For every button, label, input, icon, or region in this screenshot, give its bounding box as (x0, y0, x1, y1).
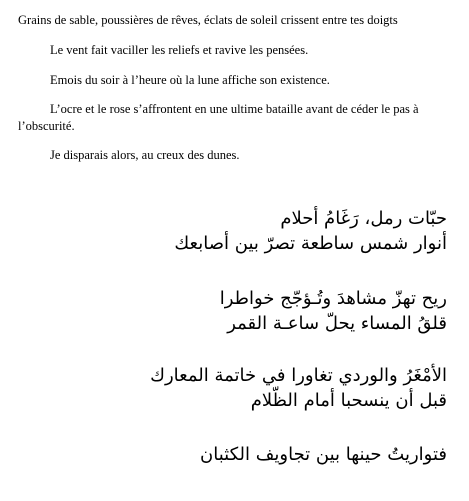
arabic-line: فتواريتُ حينها بين تجاويف الكثبان (200, 444, 447, 465)
french-paragraph-2: Le vent fait vaciller les reliefs et ravive les pensées. (50, 43, 309, 57)
french-paragraph-3: Emois du soir à l’heure où la lune affiche son existence. (50, 73, 330, 87)
arabic-stanza-4 (27, 442, 447, 467)
arabic-line: حبّات رمل، رَغَامُ أحلام (280, 208, 447, 229)
french-paragraph-5: Je disparais alors, au creux des dunes. (50, 148, 240, 162)
french-paragraph-4: L’ocre et le rose s’affrontent en une ultime bataille avant de céder le pas à l’obscurité. (18, 102, 419, 133)
french-paragraph-1: Grains de sable, poussières de rêves, éclats de soleil crissent entre tes doigts (18, 13, 398, 27)
arabic-stanza-1 (27, 206, 447, 256)
arabic-line: ريح تهزّ مشاهدَ وتُـؤجّج خواطرا (219, 288, 447, 309)
arabic-line: قلقُ المساء يحلّ ساعـة القمر (227, 313, 447, 334)
arabic-line: قبل أن ينسحبا أمام الظّلام (250, 390, 447, 411)
arabic-stanza-3 (27, 363, 447, 413)
arabic-stanza-2 (27, 286, 447, 336)
arabic-line: أنوار شمس ساطعة تصرّ بين أصابعك (174, 233, 447, 254)
arabic-line: الأمْغَرُ والوردي تغاورا في خاتمة المعارك (150, 365, 447, 386)
